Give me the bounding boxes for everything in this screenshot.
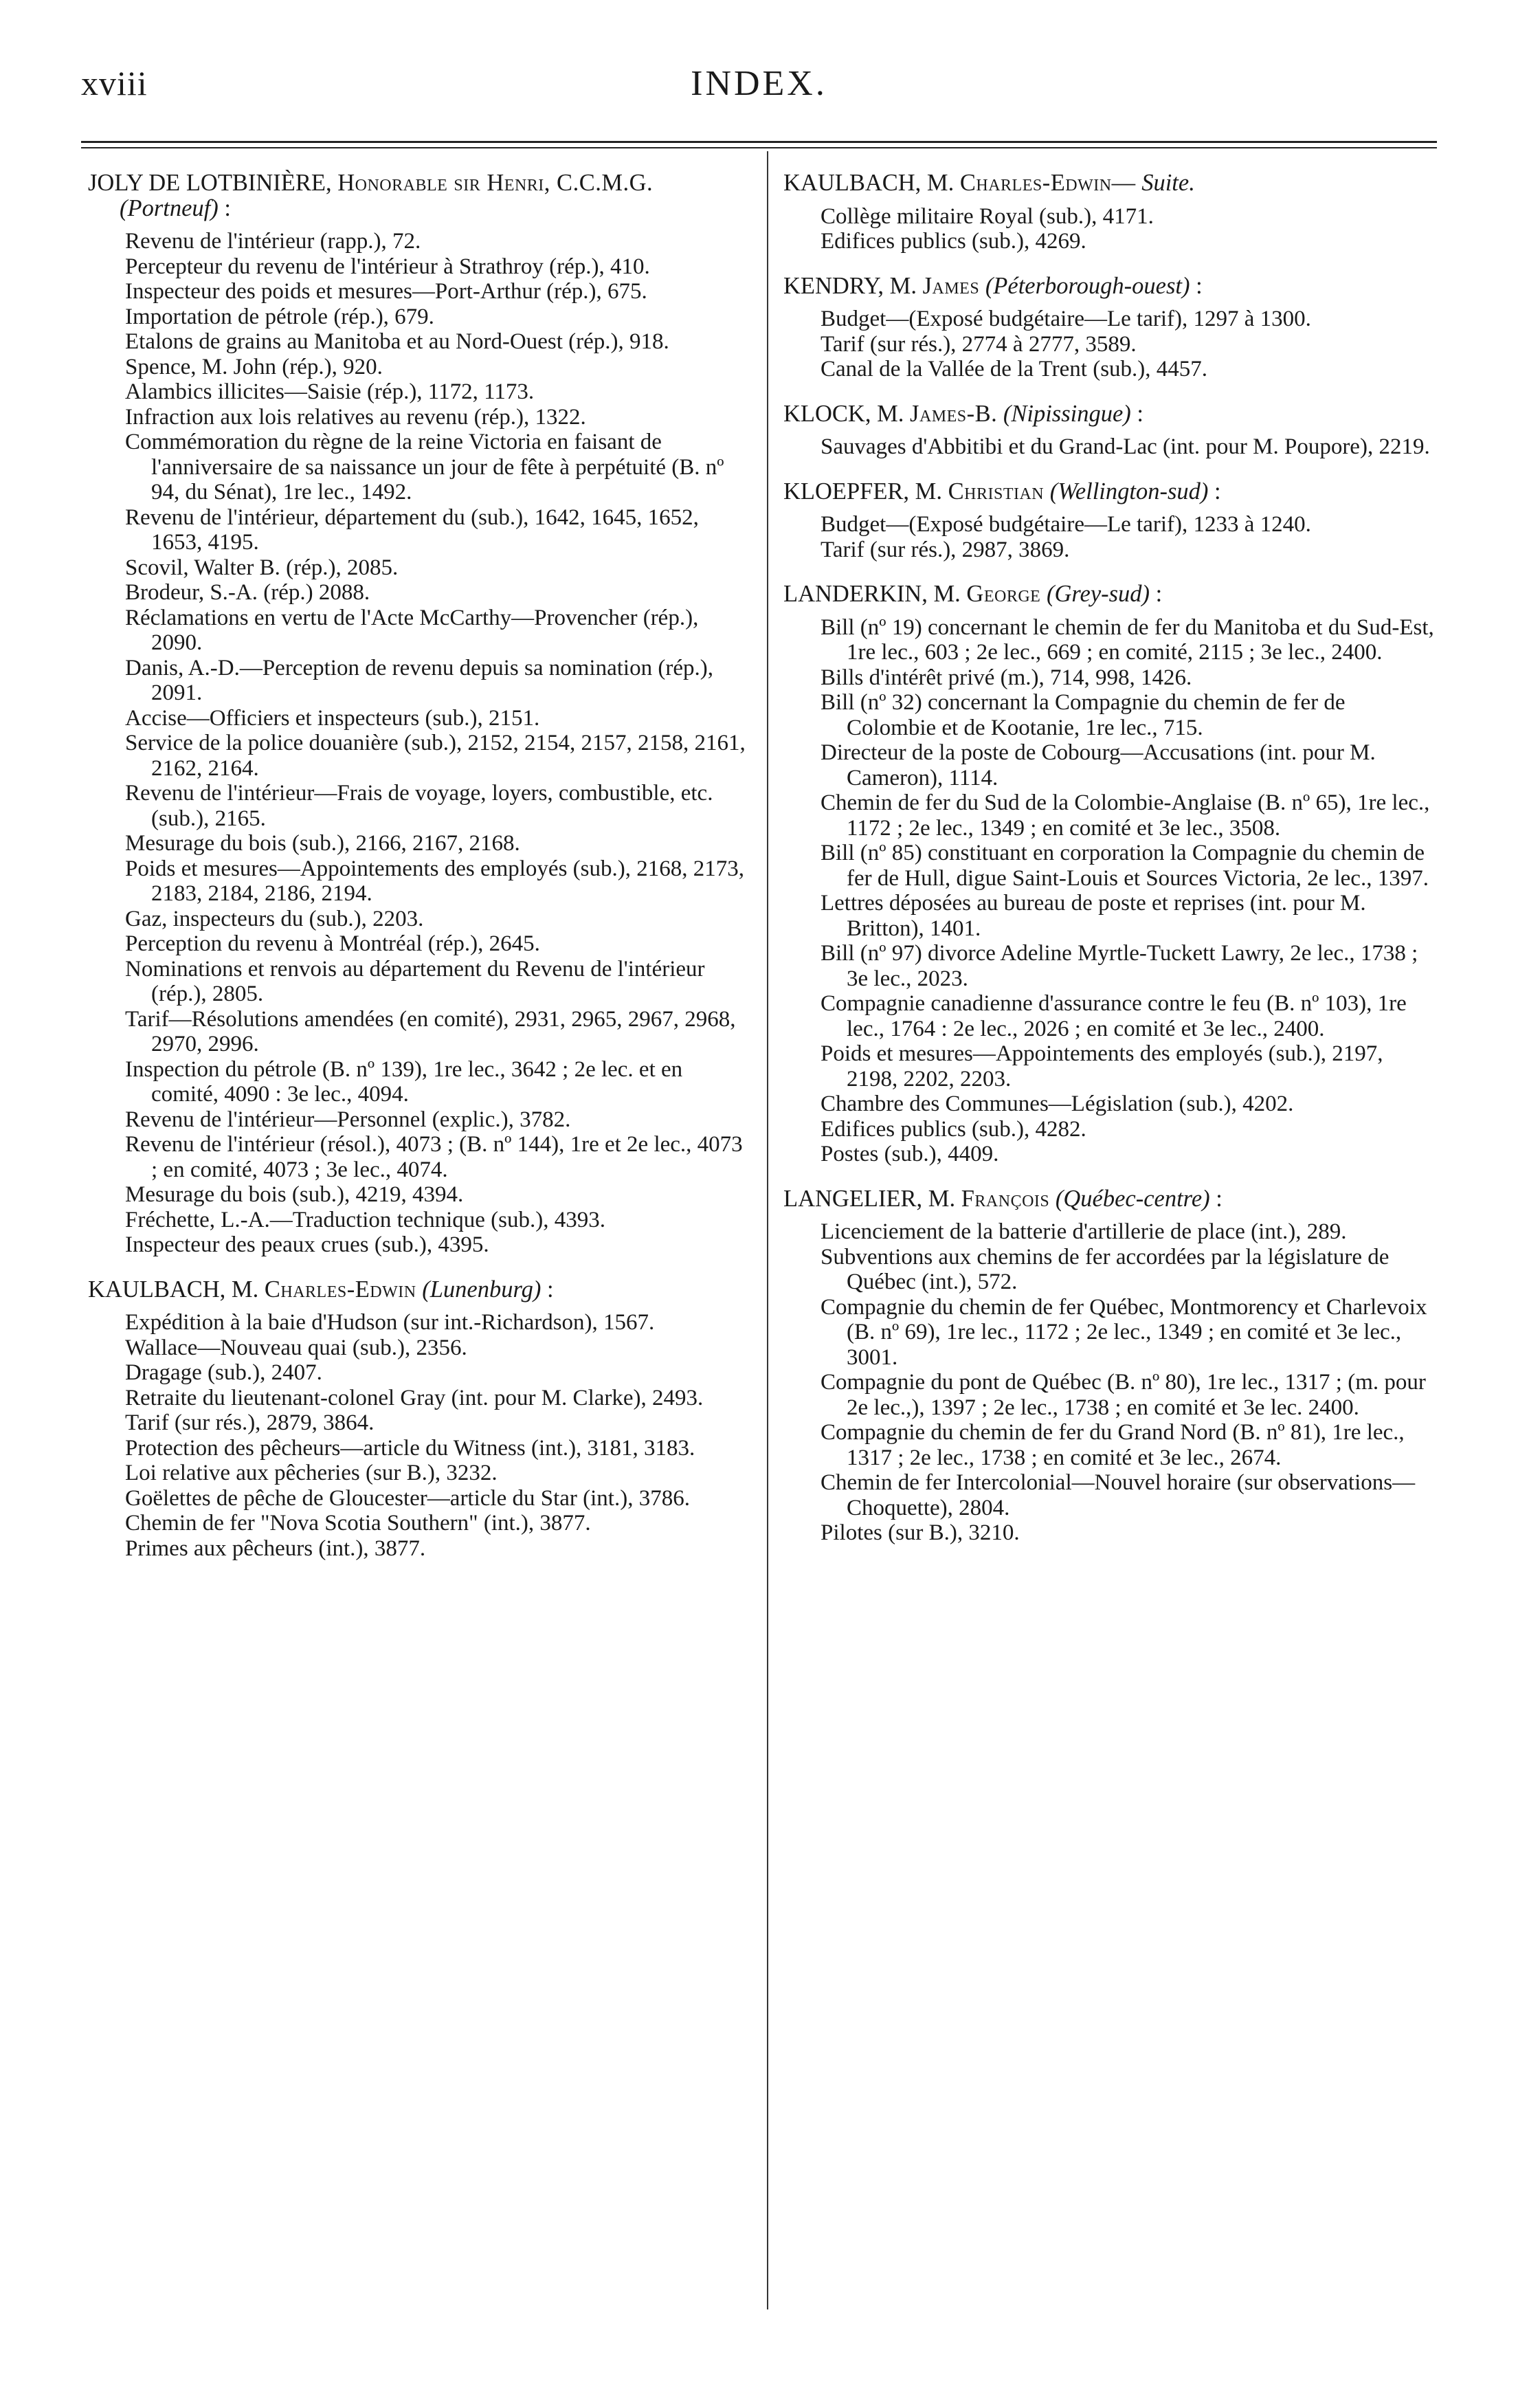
header-rule-top [81, 141, 1437, 143]
index-entry [783, 581, 1436, 1167]
heading-colon: : [1190, 272, 1203, 299]
index-item: Poids et mesures—Appointements des employés (sub.), 2197, 2198, 2202, 2203. [821, 1041, 1383, 1091]
member-surname: KAULBACH, M. [783, 170, 960, 196]
member-riding: (Grey-sud) [1046, 581, 1150, 607]
entry-heading [783, 170, 1436, 196]
member-riding: (Lunenburg) [422, 1276, 542, 1303]
index-item: Bill (nº 32) concernant la Compagnie du chemin de fer de Colombie et de Kootanie, 1re lec., 715. [821, 690, 1346, 740]
member-given-name: James [922, 272, 980, 299]
index-item: Percepteur du revenu de l'intérieur à Strathroy (rép.), 410. [125, 254, 650, 279]
member-given-name: Christian [948, 478, 1045, 505]
member-riding: (Wellington-sud) [1049, 478, 1209, 505]
member-riding: (Péterborough-ouest) [985, 272, 1190, 299]
column-divider [767, 151, 768, 2309]
index-item: Compagnie du chemin de fer du Grand Nord (B. nº 81), 1re lec., 1317 ; 2e lec., 1738 ; en comité et 3e lec., 2674. [821, 1420, 1405, 1470]
member-given-name: Charles-Edwin [264, 1276, 416, 1303]
index-item: Revenu de l'intérieur—Frais de voyage, loyers, combustible, etc. (sub.), 2165. [125, 781, 713, 831]
index-item: Nominations et renvois au département du Revenu de l'intérieur (rép.), 2805. [125, 956, 705, 1006]
heading-colon: : [1209, 1185, 1223, 1212]
index-item: Primes aux pêcheurs (int.), 3877. [125, 1536, 426, 1561]
index-item: Wallace—Nouveau quai (sub.), 2356. [125, 1335, 467, 1360]
entry-heading [783, 274, 1436, 299]
index-item: Bills d'intérêt privé (m.), 714, 998, 1426. [821, 665, 1192, 690]
index-entry [88, 1277, 752, 1562]
index-item: Inspection du pétrole (B. nº 139), 1re lec., 3642 ; 2e lec. et en comité, 4090 : 3e lec., 4094. [125, 1056, 683, 1107]
member-riding: (Québec-centre) [1055, 1185, 1210, 1212]
index-item: Alambics illicites—Saisie (rép.), 1172, 1173. [125, 379, 535, 404]
member-surname: KENDRY, M. [783, 272, 923, 299]
index-item: Scovil, Walter B. (rép.), 2085. [125, 555, 399, 580]
entry-heading [88, 170, 752, 221]
index-item: Postes (sub.), 4409. [821, 1142, 999, 1166]
page-number: xviii [81, 64, 148, 102]
index-item: Licenciement de la batterie d'artillerie de place (int.), 289. [821, 1219, 1347, 1244]
left-column [88, 170, 752, 1573]
entry-heading [88, 1277, 752, 1303]
index-item: Etalons de grains au Manitoba et au Nord-Ouest (rép.), 918. [125, 329, 669, 354]
heading-colon: : [218, 195, 231, 221]
index-entry [783, 479, 1436, 563]
index-item: Compagnie canadienne d'assurance contre le feu (B. nº 103), 1re lec., 1764 : 2e lec., 2026 ; en comité et 3e lec., 2400. [821, 991, 1407, 1041]
index-item: Service de la police douanière (sub.), 2152, 2154, 2157, 2158, 2161, 2162, 2164. [125, 731, 746, 781]
heading-colon: : [541, 1276, 554, 1303]
member-surname: KLOCK, M. [783, 400, 911, 427]
member-given-name: George [966, 581, 1041, 607]
member-given-name: James-B. [910, 400, 998, 427]
heading-colon: : [1150, 581, 1163, 607]
index-entry [783, 1186, 1436, 1546]
index-item: Goëlettes de pêche de Gloucester—article du Star (int.), 3786. [125, 1485, 690, 1511]
index-item: Infraction aux lois relatives au revenu (rép.), 1322. [125, 404, 586, 430]
index-item: Revenu de l'intérieur (rapp.), 72. [125, 229, 421, 254]
heading-colon: : [1130, 400, 1144, 427]
entry-heading [783, 581, 1436, 607]
index-entry [783, 274, 1436, 382]
index-item: Bill (nº 85) constituant en corporation la Compagnie du chemin de fer de Hull, digue Saint-Louis et Sources Victoria, 2e lec., 1397. [821, 841, 1429, 891]
index-item: Compagnie du pont de Québec (B. nº 80), 1re lec., 1317 ; (m. pour 2e lec.,), 1397 ; 2e lec., 1738 ; en comité et 3e lec. 2400. [821, 1370, 1426, 1420]
index-item: Perception du revenu à Montréal (rép.), 2645. [125, 931, 540, 956]
member-given-name: Charles-Edwin— [959, 170, 1136, 196]
index-item: Poids et mesures—Appointements des employés (sub.), 2168, 2173, 2183, 2184, 2186, 2194. [125, 856, 744, 906]
page-title: INDEX. [691, 64, 827, 103]
index-item: Fréchette, L.-A.—Traduction technique (sub.), 4393. [125, 1207, 605, 1232]
index-item: Protection des pêcheurs—article du Witness (int.), 3181, 3183. [125, 1435, 695, 1461]
index-item: Tarif (sur rés.), 2774 à 2777, 3589. [821, 331, 1137, 357]
member-riding: Suite. [1141, 170, 1195, 196]
member-given-name: François [961, 1185, 1050, 1212]
index-item: Sauvages d'Abbitibi et du Grand-Lac (int. pour M. Poupore), 2219. [821, 434, 1430, 459]
index-item: Danis, A.-D.—Perception de revenu depuis sa nomination (rép.), 2091. [125, 655, 713, 705]
index-item: Accise—Officiers et inspecteurs (sub.), 2151. [125, 705, 540, 731]
member-riding: (Nipissingue) [1003, 400, 1131, 427]
index-item: Brodeur, S.-A. (rép.) 2088. [125, 580, 370, 605]
index-item: Edifices publics (sub.), 4282. [821, 1116, 1086, 1142]
index-item: Expédition à la baie d'Hudson (sur int.-Richardson), 1567. [125, 1310, 655, 1335]
index-item: Tarif (sur rés.), 2987, 3869. [821, 537, 1070, 562]
index-item: Canal de la Vallée de la Trent (sub.), 4457. [821, 357, 1208, 381]
page-header [81, 63, 1437, 118]
index-entry [88, 170, 752, 1258]
index-item: Subventions aux chemins de fer accordées par la législature de Québec (int.), 572. [821, 1244, 1390, 1294]
index-item: Collège militaire Royal (sub.), 4171. [821, 203, 1154, 229]
index-item: Retraite du lieutenant-colonel Gray (int. pour M. Clarke), 2493. [125, 1385, 704, 1410]
member-surname: JOLY DE LOTBINIÈRE, [88, 170, 338, 196]
index-entry [783, 170, 1436, 254]
member-riding: (Portneuf) [120, 195, 219, 221]
index-item: Inspecteur des poids et mesures—Port-Arthur (rép.), 675. [125, 279, 647, 304]
index-item: Budget—(Exposé budgétaire—Le tarif), 1297 à 1300. [821, 307, 1311, 331]
index-item: Réclamations en vertu de l'Acte McCarthy—Provencher (rép.), 2090. [125, 605, 699, 655]
index-item: Revenu de l'intérieur—Personnel (explic.), 3782. [125, 1107, 571, 1132]
index-item: Commémoration du règne de la reine Victoria en faisant de l'anniversaire de sa naissance un jour de fête à perpétuité (B. nº 94, du Sénat), 1re lec., 1492. [125, 430, 724, 505]
index-item: Pilotes (sur B.), 3210. [821, 1520, 1020, 1545]
index-item: Revenu de l'intérieur (résol.), 4073 ; (B. nº 144), 1re et 2e lec., 4073 ; en comité, 4073 ; 3e lec., 4074. [125, 1132, 743, 1182]
index-item: Revenu de l'intérieur, département du (sub.), 1642, 1645, 1652, 1653, 4195. [125, 505, 699, 555]
index-item: Chemin de fer Intercolonial—Nouvel horaire (sur observations—Choquette), 2804. [821, 1470, 1416, 1520]
index-item: Bill (nº 97) divorce Adeline Myrtle-Tuckett Lawry, 2e lec., 1738 ; 3e lec., 2023. [821, 941, 1418, 991]
index-item: Mesurage du bois (sub.), 4219, 4394. [125, 1182, 464, 1207]
index-item: Gaz, inspecteurs du (sub.), 2203. [125, 906, 424, 931]
index-item: Tarif (sur rés.), 2879, 3864. [125, 1410, 375, 1435]
index-item: Importation de pétrole (rép.), 679. [125, 304, 434, 329]
header-rule-bottom [81, 147, 1437, 148]
index-item: Spence, M. John (rép.), 920. [125, 354, 383, 379]
index-item: Chemin de fer du Sud de la Colombie-Anglaise (B. nº 65), 1re lec., 1172 ; 2e lec., 1349 ; en comité et 3e lec., 3508. [821, 790, 1430, 841]
index-item: Lettres déposées au bureau de poste et reprises (int. pour M. Britton), 1401. [821, 891, 1366, 941]
entry-heading [783, 479, 1436, 505]
index-item: Compagnie du chemin de fer Québec, Montmorency et Charlevoix (B. nº 69), 1re lec., 1172 ; 2e lec., 1349 ; en comité et 3e lec., 3001. [821, 1294, 1427, 1370]
member-surname: LANGELIER, M. [783, 1185, 961, 1212]
index-item: Directeur de la poste de Cobourg—Accusations (int. pour M. Cameron), 1114. [821, 740, 1376, 790]
heading-colon: : [1208, 478, 1221, 505]
index-item: Tarif—Résolutions amendées (en comité), 2931, 2965, 2967, 2968, 2970, 2996. [125, 1006, 736, 1056]
index-item: Dragage (sub.), 2407. [125, 1360, 322, 1385]
member-surname: LANDERKIN, M. [783, 581, 967, 607]
member-given-name: Honorable sir Henri, C.C.M.G. [337, 170, 654, 196]
index-item: Inspecteur des peaux crues (sub.), 4395. [125, 1232, 489, 1257]
index-item: Loi relative aux pêcheries (sur B.), 3232. [125, 1461, 498, 1485]
index-item: Budget—(Exposé budgétaire—Le tarif), 1233 à 1240. [821, 512, 1311, 537]
index-entry [783, 401, 1436, 460]
member-surname: KLOEPFER, M. [783, 478, 948, 505]
right-column [783, 170, 1436, 1558]
index-item: Chemin de fer "Nova Scotia Southern" (int.), 3877. [125, 1511, 591, 1536]
index-item: Bill (nº 19) concernant le chemin de fer du Manitoba et du Sud-Est, 1re lec., 603 ; 2e lec., 669 ; en comité, 2115 ; 3e lec., 2400. [821, 614, 1434, 665]
member-surname: KAULBACH, M. [88, 1276, 265, 1303]
entry-heading [783, 401, 1436, 427]
index-item: Mesurage du bois (sub.), 2166, 2167, 2168. [125, 831, 520, 856]
index-item: Edifices publics (sub.), 4269. [821, 229, 1086, 254]
entry-heading [783, 1186, 1436, 1212]
index-item: Chambre des Communes—Législation (sub.), 4202. [821, 1091, 1294, 1116]
